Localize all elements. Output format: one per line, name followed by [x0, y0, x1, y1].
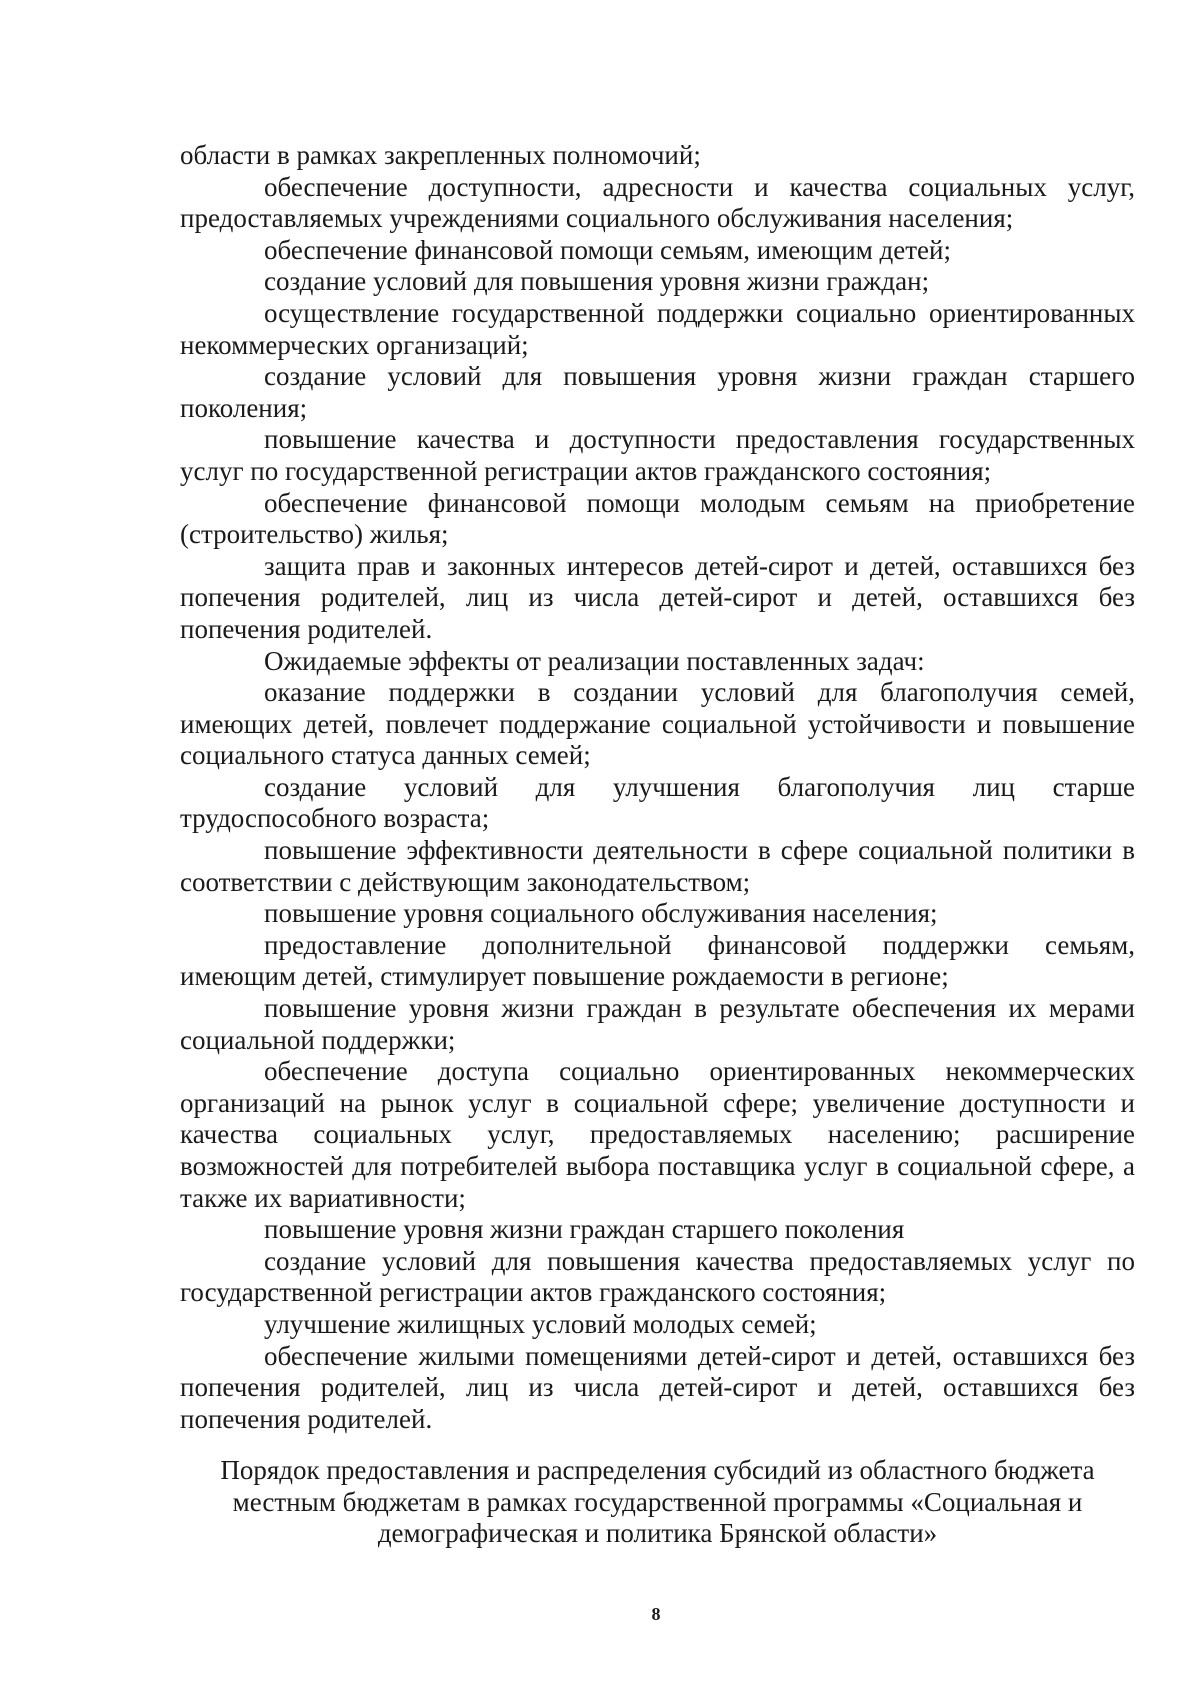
paragraph: создание условий для повышения уровня жизни граждан; — [264, 266, 930, 297]
document-body — [180, 140, 1135, 1435]
paragraph: создание условий для повышения уровня жизни граждан старшего поколения; — [180, 361, 1135, 423]
heading-line: Порядок предоставления и распределения субсидий из областного бюджета — [220, 1455, 1095, 1485]
heading-line: демографическая и политика Брянской области» — [377, 1518, 938, 1549]
paragraph: повышение уровня жизни граждан в результате обеспечения их мерами социальной поддержки; — [180, 993, 1135, 1055]
paragraph: повышение качества и доступности предоставления государственных услуг по государственной регистрации актов гражданского состояния; — [180, 424, 1135, 486]
paragraph: Ожидаемые эффекты от реализации поставленных задач: — [264, 645, 925, 676]
section-heading — [180, 1455, 1135, 1550]
paragraph: обеспечение доступа социально ориентированных некоммерческих организаций на рынок услуг в социальной сфере; увеличение доступности и качества социальных услуг, предоставляемых населению; расширение возможностей для потребителей выбора поставщика услуг в социальной сфере, а также их вариативности; — [180, 1056, 1135, 1213]
paragraph: предоставление дополнительной финансовой поддержки семьям, имеющим детей, стимулирует повышение рождаемости в регионе; — [180, 929, 1135, 992]
paragraph: повышение эффективности деятельности в сфере социальной политики в соответствии с действующим законодательством; — [180, 835, 1135, 897]
paragraph: повышение уровня социального обслуживания населения; — [264, 898, 938, 929]
paragraph: области в рамках закрепленных полномочий; — [180, 140, 701, 170]
paragraph: создание условий для улучшения благополучия лиц старше трудоспособного возраста; — [180, 771, 1135, 834]
paragraph: осуществление государственной поддержки социально ориентированных некоммерческих организаций; — [180, 297, 1135, 360]
paragraph: обеспечение доступности, адресности и качества социальных услуг, предоставляемых учреждениями социального обслуживания населения; — [180, 171, 1135, 234]
page-number: 8 — [651, 1604, 661, 1624]
paragraph: защита прав и законных интересов детей-сирот и детей, оставшихся без попечения родителей, лиц из числа детей-сирот и детей, оставшихся без попечения родителей. — [180, 550, 1135, 644]
paragraph: обеспечение финансовой помощи семьям, имеющим детей; — [264, 234, 951, 265]
paragraph: улучшение жилищных условий молодых семей; — [264, 1308, 817, 1339]
paragraph: повышение уровня жизни граждан старшего поколения — [264, 1214, 905, 1245]
heading-line: местным бюджетам в рамках государственной программы «Социальная и — [232, 1486, 1083, 1517]
paragraph: создание условий для повышения качества предоставляемых услуг по государственной регистрации актов гражданского состояния; — [180, 1245, 1135, 1308]
paragraph: оказание поддержки в создании условий для благополучия семей, имеющих детей, повлечет поддержание социальной устойчивости и повышение социального статуса данных семей; — [180, 677, 1135, 771]
paragraph: обеспечение жилыми помещениями детей-сирот и детей, оставшихся без попечения родителей, лиц из числа детей-сирот и детей, оставшихся без попечения родителей. — [180, 1340, 1135, 1434]
paragraph: обеспечение финансовой помощи молодым семьям на приобретение (строительство) жилья; — [180, 487, 1135, 550]
